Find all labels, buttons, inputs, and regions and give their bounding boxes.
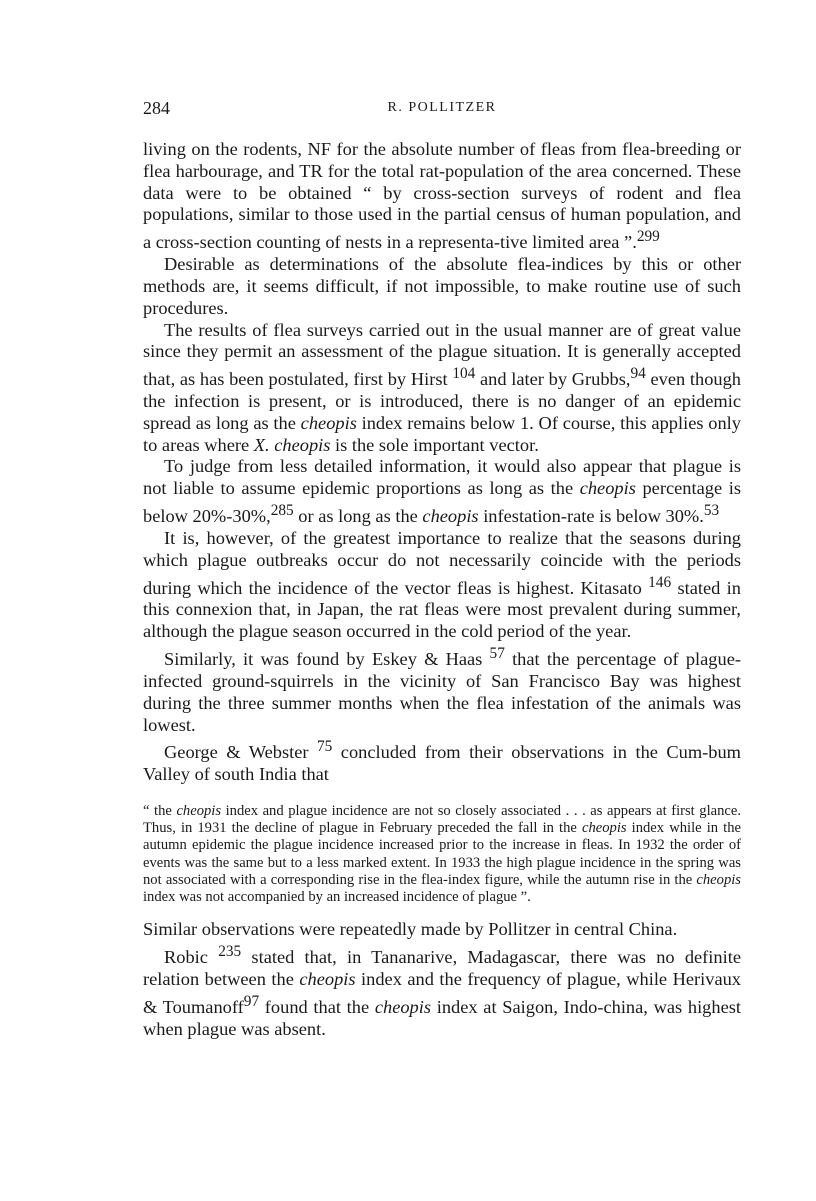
running-head: R. POLLITZER	[387, 100, 497, 115]
paragraph: Similarly, it was found by Eskey & Haas $^{57}$ that the percentage of plague-infected ground-squirrels in the vicinity of San Francisco Bay was highest during the three summer months when the flea infestation of the animals was lowest.	[143, 645, 741, 735]
block-quote: “ the cheopis index and plague incidence are not so closely associated . . . as appears at first glance. Thus, in 1931 the decline of plague in February preceded the fall in the cheopis index while in the autumn epidemic the plague incidence increased prior to the increase in fleas. In 1932 the order of events was the same but to a less marked extent. In 1933 the high plague incidence in the spring was not associated with a corresponding rise in the flea-index figure, while the autumn rise in the cheopis index was not accompanied by an increased incidence of plague ”.	[143, 803, 742, 906]
body-text	[143, 139, 741, 1041]
page-number: 284	[143, 98, 170, 118]
paragraph: Robic $^{235}$ stated that, in Tananarive, Madagascar, there was no definite relation between the cheopis index and the frequency of plague, while Herivaux & Toumanoff$^{97}$ found that the cheopis index at Saigon, Indo-china, was highest when plague was absent.	[143, 943, 742, 1039]
page-header	[143, 98, 741, 122]
paragraph: living on the rodents, NF for the absolute number of fleas from flea-breeding or flea harbourage, and TR for the total rat-population of the area concerned. These data were to be obtained “ by cross-section surveys of rodent and flea populations, similar to those used in the partial census of human population, and a cross-section counting of nests in a representa-tive limited area ”.$^{299}$	[143, 139, 741, 253]
paragraph: George & Webster $^{75}$ concluded from their observations in the Cum-bum Valley of south India that	[143, 738, 741, 785]
paragraph: Desirable as determinations of the absolute flea-indices by this or other methods are, it seems difficult, if not impossible, to make routine use of such procedures.	[143, 254, 741, 318]
paragraph: The results of flea surveys carried out in the usual manner are of great value since they permit an assessment of the plague situation. It is generally accepted that, as has been postulated, first by Hirst $^{104}$ and later by Grubbs,$^{94}$ even though the infection is present, or is introduced, there is no danger of an epidemic spread as long as the cheopis index remains below 1. Of course, this applies only to areas where X. cheopis is the sole important vector.	[143, 319, 741, 455]
paragraph: To judge from less detailed information, it would also appear that plague is not liable to assume epidemic proportions as long as the cheopis percentage is below 20%-30%,$^{285}$ or as long as the cheopis infestation-rate is below 30%.$^{53}$	[143, 456, 741, 527]
paragraph: Similar observations were repeatedly made by Pollitzer in central China.	[143, 919, 678, 940]
paragraph: It is, however, of the greatest importance to realize that the seasons during which plague outbreaks occur do not necessarily coincide with the periods during which the incidence of the vector fleas is highest. Kitasato $^{146}$ stated in this connexion that, in Japan, the rat fleas were most prevalent during summer, although the plague season occurred in the cold period of the year.	[143, 527, 741, 642]
